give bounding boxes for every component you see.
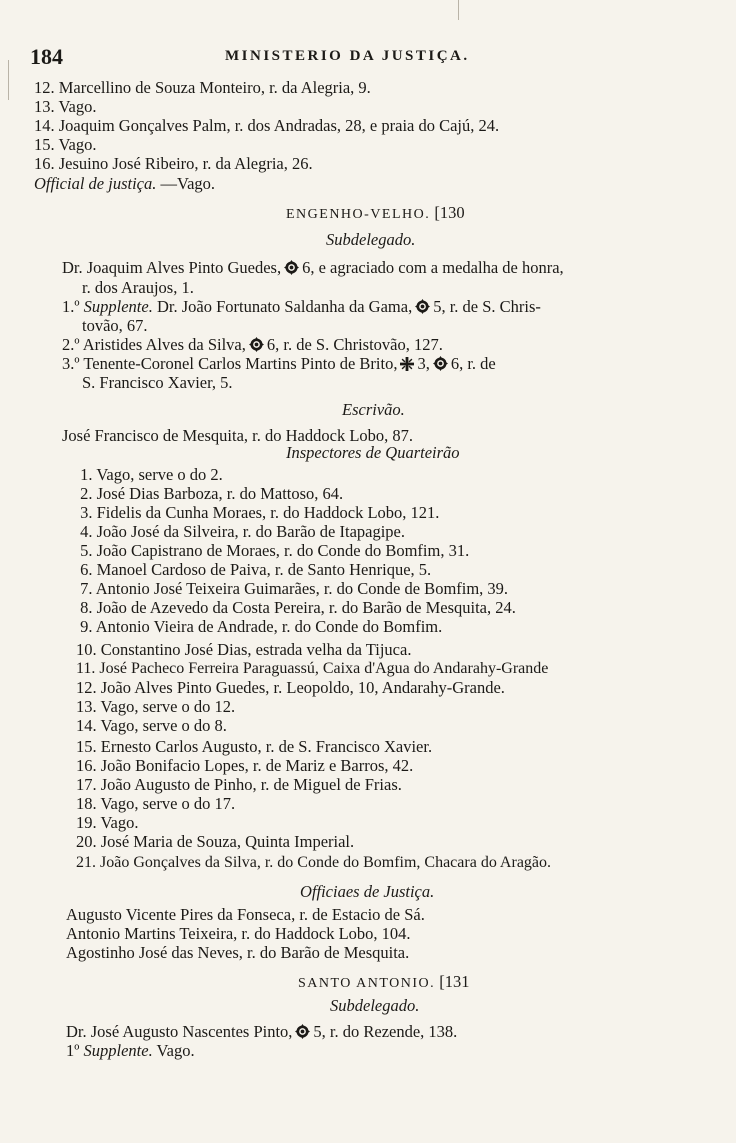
subdelegado-honours: 6, e agraciado com a medalha de honra, <box>302 258 564 277</box>
district-number: [130 <box>434 203 465 222</box>
supplente-address-cont: S. Francisco Xavier, 5. <box>82 373 233 392</box>
list-item: 15. Vago. <box>34 135 97 154</box>
escrivao-line: José Francisco de Mesquita, r. do Haddock Lobo, 87. <box>62 426 414 445</box>
supplente-label: Supplente. <box>83 1041 153 1060</box>
inspector-item: 7. Antonio José Teixeira Guimarães, r. do Conde de Bomfim, 39. <box>76 579 509 598</box>
subdelegado-address: r. dos Araujos, 1. <box>82 278 194 297</box>
cross-order-icon <box>400 357 414 371</box>
supplente-line <box>62 297 541 316</box>
official-item: Agostinho José das Neves, r. do Barão de Mesquita. <box>66 943 410 962</box>
inspector-item: 19. Vago. <box>76 813 139 832</box>
inspector-item: 15. Ernesto Carlos Augusto, r. de S. Francisco Xavier. <box>76 737 433 756</box>
inspector-item: 5. João Capistrano de Moraes, r. do Conde do Bomfim, 31. <box>76 541 470 560</box>
supplente-address: 6, r. de S. Christovão, 127. <box>266 335 443 354</box>
subdelegado-address: 5, r. do Rezende, 138. <box>313 1022 458 1041</box>
supplente-name: 2.º Aristides Alves da Silva, <box>62 335 246 354</box>
supplente-value: Vago. <box>156 1041 195 1060</box>
supplente-address: 6, r. de <box>450 354 496 373</box>
inspector-item: 4. João José da Silveira, r. do Barão de Itapagipe. <box>76 522 405 541</box>
official-value: —Vago. <box>160 174 216 193</box>
rose-order-icon <box>249 337 264 352</box>
subdelegado-name: Dr. Joaquim Alves Pinto Guedes, <box>62 258 282 277</box>
supplente-address: 5, r. de S. Chris- <box>433 297 541 316</box>
list-item: 16. Jesuino José Ribeiro, r. da Alegria, 26. <box>34 154 313 173</box>
inspector-item: 9. Antonio Vieira de Andrade, r. do Conde do Bomfim. <box>76 617 443 636</box>
official-item: Augusto Vicente Pires da Fonseca, r. de Estacio de Sá. <box>66 905 425 924</box>
inspector-item: 10. Constantino José Dias, estrada velha da Tijuca. <box>76 640 412 659</box>
inspector-item: 17. João Augusto de Pinho, r. de Miguel de Frias. <box>76 775 402 794</box>
officiaes-title: Officiaes de Justiça. <box>300 882 435 901</box>
district-heading <box>298 972 470 993</box>
supplente-line <box>66 1041 195 1060</box>
supplente-number: 1º <box>66 1041 80 1060</box>
supplente-honours: 3, <box>417 354 430 373</box>
scan-mark <box>458 0 459 20</box>
inspector-item: 1. Vago, serve o do 2. <box>76 465 223 484</box>
list-item: 13. Vago. <box>34 97 97 116</box>
escrivao-title: Escrivão. <box>342 400 405 419</box>
rose-order-icon <box>433 356 448 371</box>
inspector-item: 6. Manoel Cardoso de Paiva, r. de Santo Henrique, 5. <box>76 560 432 579</box>
inspector-item: 11. José Pacheco Ferreira Paraguassú, Caixa d'Agua do Andarahy-Grande <box>76 660 549 677</box>
official-label: Official de justiça. <box>34 174 157 193</box>
inspector-item: 8. João de Azevedo da Costa Pereira, r. do Barão de Mesquita, 24. <box>76 598 516 617</box>
supplente-label: Supplente. <box>83 297 153 316</box>
subdelegado-line <box>66 1022 457 1041</box>
inspector-item: 2. José Dias Barboza, r. do Mattoso, 64. <box>76 484 344 503</box>
inspector-item: 18. Vago, serve o do 17. <box>76 794 236 813</box>
inspector-item: 13. Vago, serve o do 12. <box>76 697 236 716</box>
subdelegado-title: Subdelegado. <box>326 230 416 249</box>
rose-order-icon <box>295 1024 310 1039</box>
list-item: 14. Joaquim Gonçalves Palm, r. dos Andradas, 28, e praia do Cajú, 24. <box>34 116 500 135</box>
rose-order-icon <box>415 299 430 314</box>
district-name: ENGENHO-VELHO. <box>286 207 431 222</box>
supplente-address-cont: tovão, 67. <box>82 316 148 335</box>
subdelegado-title: Subdelegado. <box>330 996 420 1015</box>
subdelegado-name: Dr. José Augusto Nascentes Pinto, <box>66 1022 293 1041</box>
district-name: SANTO ANTONIO. <box>298 976 436 991</box>
official-item: Antonio Martins Teixeira, r. do Haddock Lobo, 104. <box>66 924 411 943</box>
page-header <box>30 44 710 74</box>
subdelegado-line <box>62 258 564 277</box>
list-item: 12. Marcellino de Souza Monteiro, r. da Alegria, 9. <box>34 78 371 97</box>
official-line <box>34 174 215 193</box>
running-title: MINISTERIO DA JUSTIÇA. <box>225 48 470 64</box>
page-number: 184 <box>30 44 63 69</box>
inspectores-title: Inspectores de Quarteirão <box>286 443 460 462</box>
supplente-line <box>62 335 443 354</box>
supplente-name: Dr. João Fortunato Saldanha da Gama, <box>156 297 413 316</box>
inspector-item: 21. João Gonçalves da Silva, r. do Conde do Bomfim, Chacara do Aragão. <box>76 854 552 871</box>
district-heading <box>286 203 465 224</box>
inspector-item: 3. Fidelis da Cunha Moraes, r. do Haddock Lobo, 121. <box>76 503 440 522</box>
inspector-item: 16. João Bonifacio Lopes, r. de Mariz e Barros, 42. <box>76 756 414 775</box>
district-number: [131 <box>439 972 470 991</box>
inspector-item: 20. José Maria de Souza, Quinta Imperial. <box>76 832 355 851</box>
inspector-item: 12. João Alves Pinto Guedes, r. Leopoldo, 10, Andarahy-Grande. <box>76 678 505 697</box>
supplente-number: 1.º <box>62 297 80 316</box>
scan-mark <box>8 60 9 100</box>
supplente-name: 3.º Tenente-Coronel Carlos Martins Pinto de Brito, <box>62 354 398 373</box>
inspector-item: 14. Vago, serve o do 8. <box>76 716 227 735</box>
supplente-line <box>62 354 496 373</box>
rose-order-icon <box>284 260 299 275</box>
